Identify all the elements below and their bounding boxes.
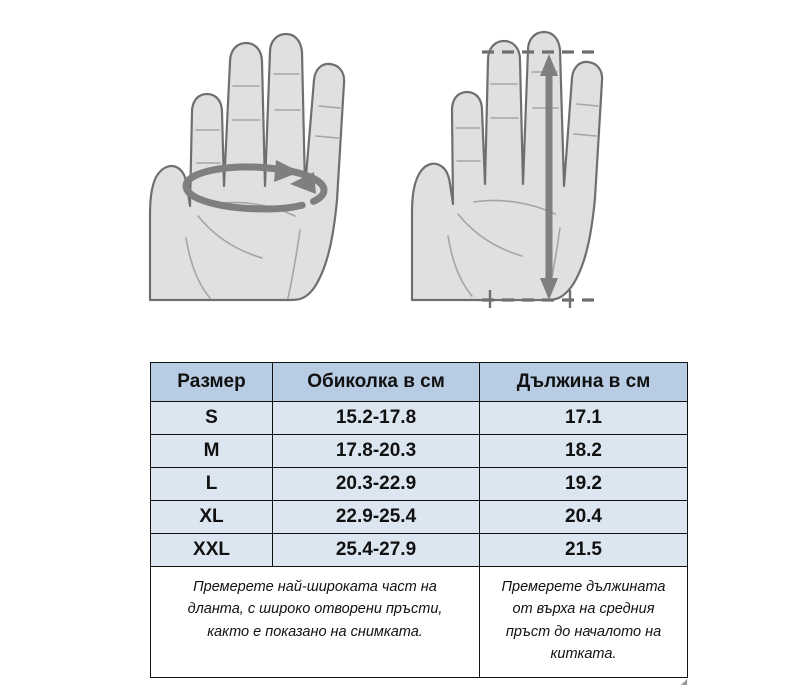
table-header-row (151, 363, 688, 402)
cell-girth: 17.8-20.3 (273, 435, 480, 468)
cell-length: 17.1 (480, 402, 688, 435)
resize-corner-icon: ◢ (681, 676, 688, 686)
cell-girth: 20.3-22.9 (273, 468, 480, 501)
table-row (151, 468, 688, 501)
right-hand-graphic (412, 32, 602, 308)
cell-girth: 22.9-25.4 (273, 501, 480, 534)
cell-size: XL (151, 501, 273, 534)
table-row (151, 534, 688, 567)
table-row (151, 435, 688, 468)
note-length: Премерете дължината от върха на средния пръст до началото на китката. (480, 567, 688, 678)
cell-size: L (151, 468, 273, 501)
cell-length: 19.2 (480, 468, 688, 501)
header-girth: Обиколка в см (273, 363, 480, 402)
size-table-container (150, 362, 688, 686)
table-footer (151, 567, 688, 678)
note-girth: Премерете най-широката част на дланта, с широко отворени пръсти, както е показано на снимката. (151, 567, 480, 678)
size-table (150, 362, 688, 678)
cell-size: S (151, 402, 273, 435)
cell-size: XXL (151, 534, 273, 567)
cell-length: 20.4 (480, 501, 688, 534)
table-row (151, 501, 688, 534)
table-header (151, 363, 688, 402)
table-row (151, 402, 688, 435)
cell-length: 18.2 (480, 435, 688, 468)
header-size: Размер (151, 363, 273, 402)
cell-size: M (151, 435, 273, 468)
cell-length: 21.5 (480, 534, 688, 567)
table-body (151, 402, 688, 567)
left-hand-graphic (150, 34, 344, 300)
cell-girth: 15.2-17.8 (273, 402, 480, 435)
header-length: Дължина в см (480, 363, 688, 402)
cell-girth: 25.4-27.9 (273, 534, 480, 567)
table-notes-row (151, 567, 688, 678)
